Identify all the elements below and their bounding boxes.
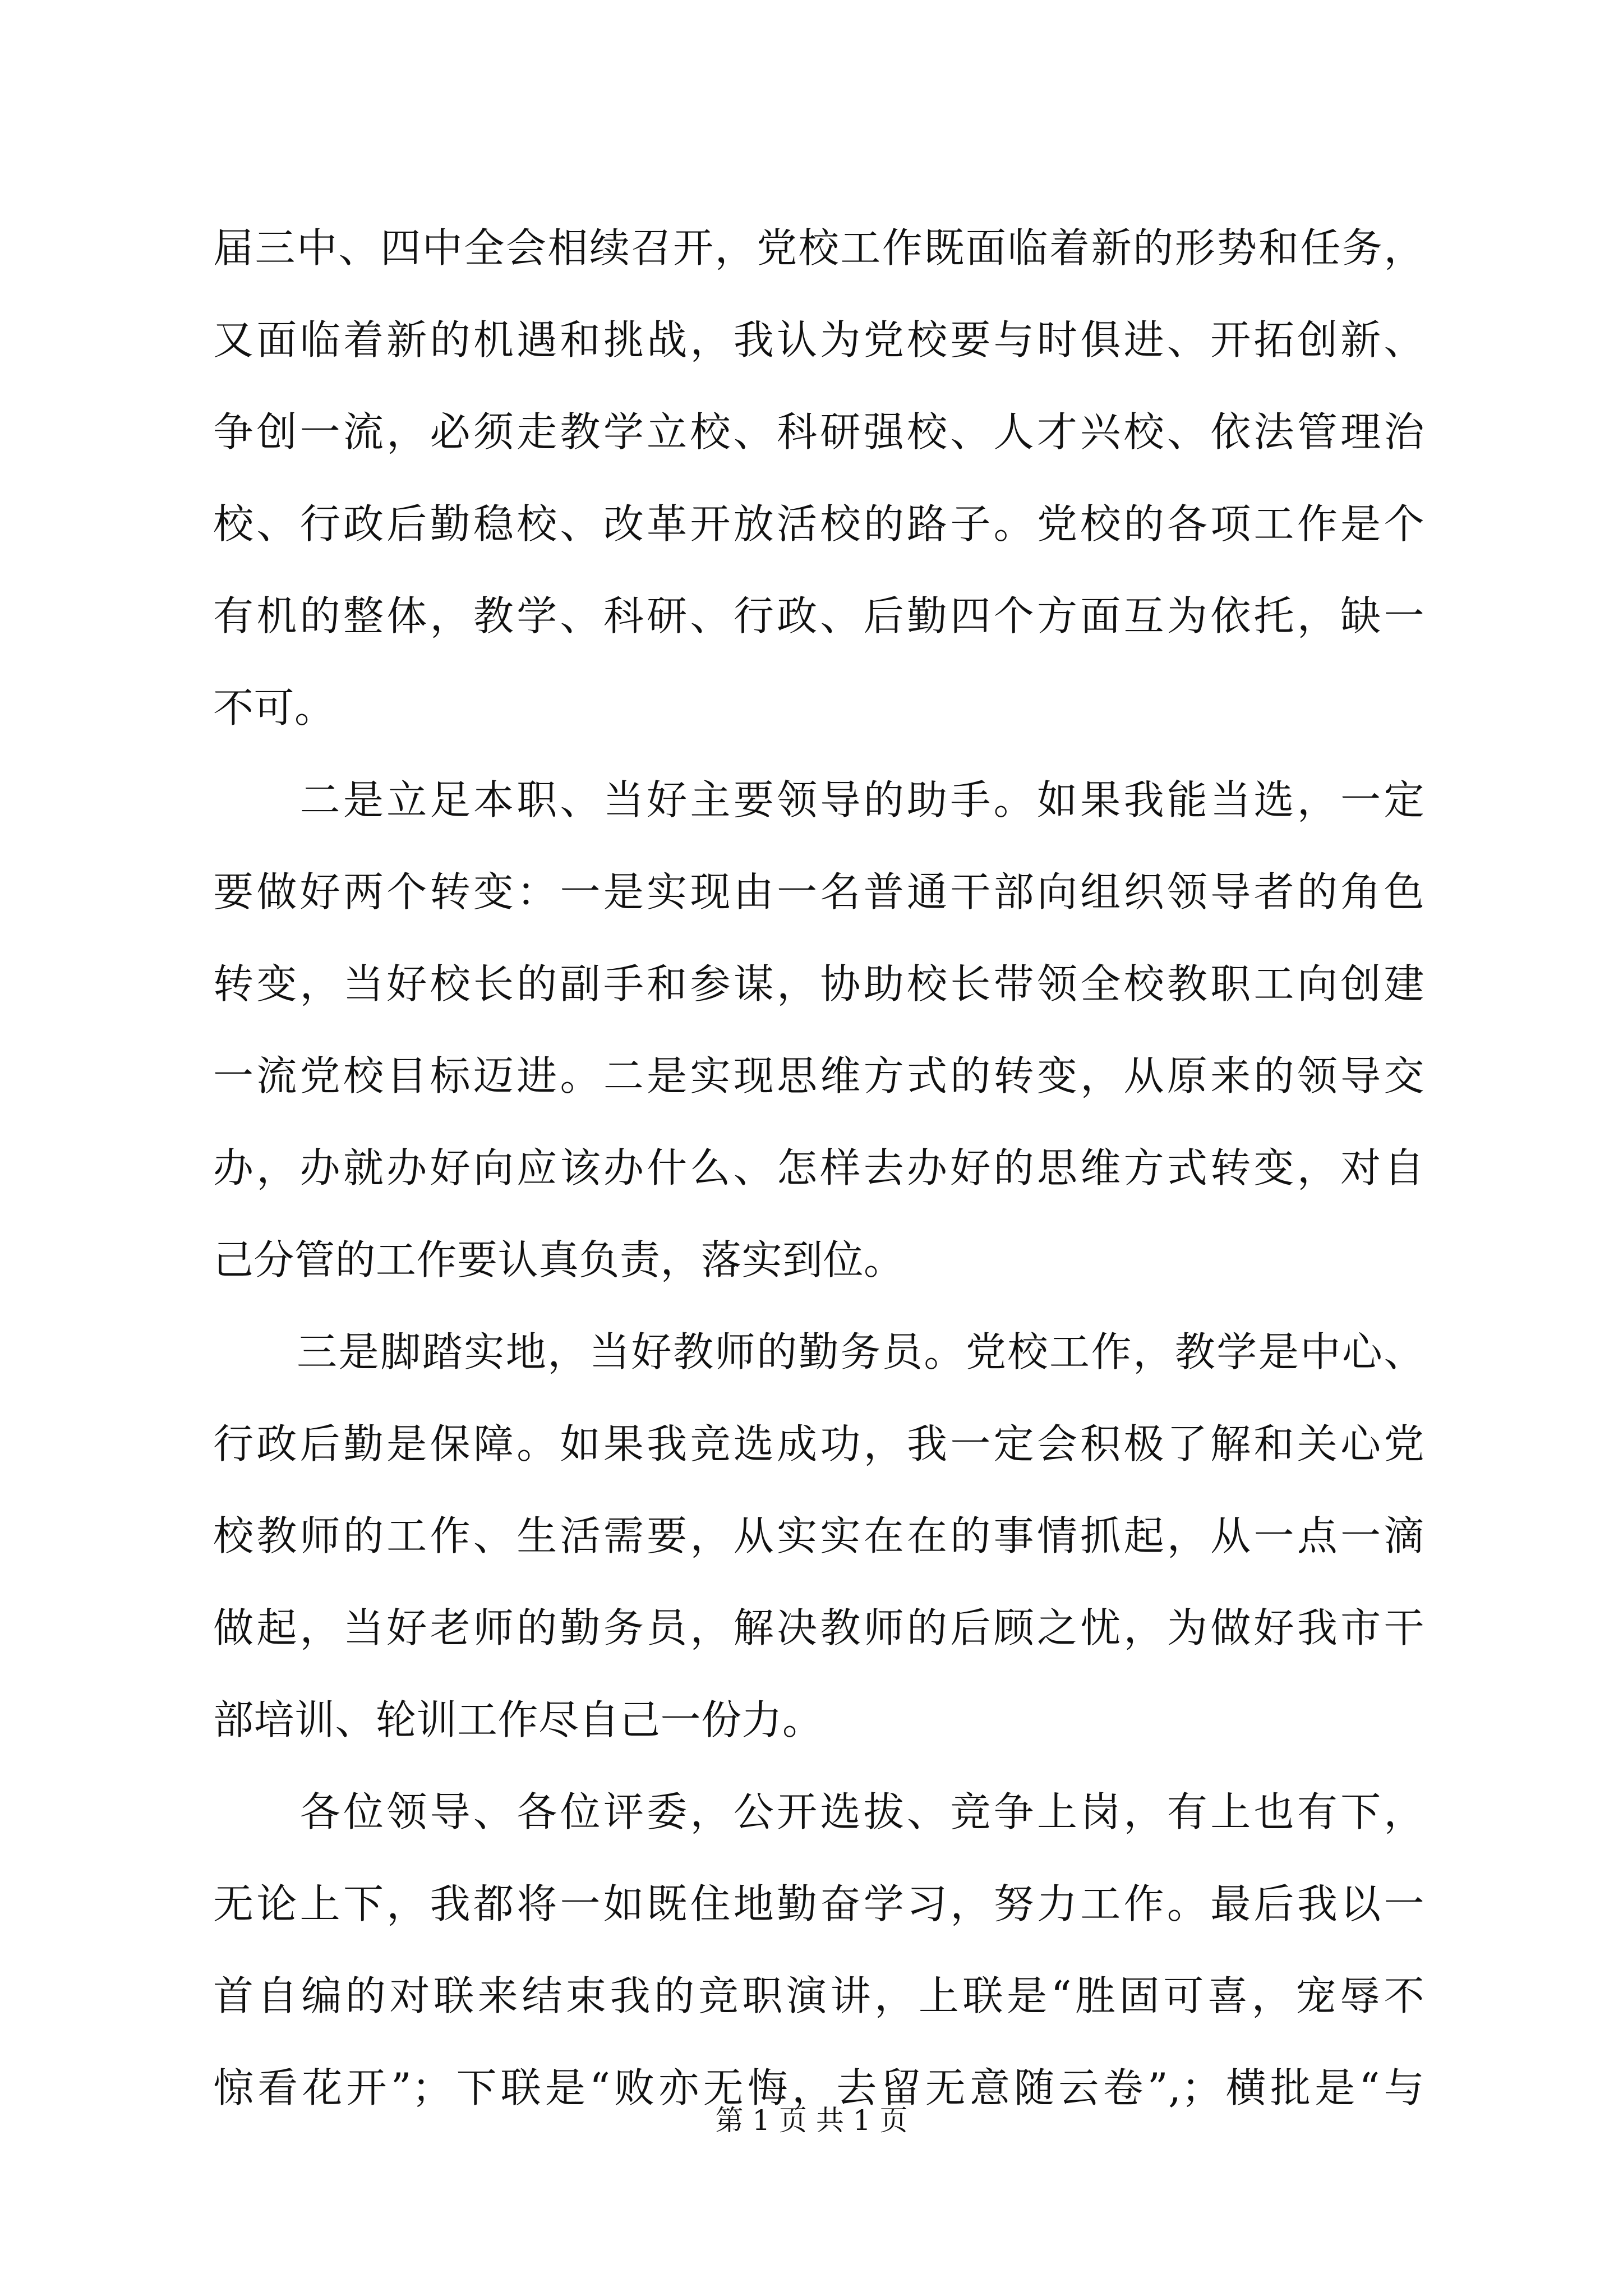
text-line: 有机的整体，教学、科研、行政、后勤四个方面互为依托，缺一 xyxy=(213,592,1424,639)
text-line: 做起，当好老师的勤务员，解决教师的后顾之忧，为做好我市干 xyxy=(213,1604,1424,1651)
text-line: 首自编的对联来结束我的竞职演讲，上联是“胜固可喜，宠辱不 xyxy=(213,1972,1424,2019)
text-line: 无论上下，我都将一如既住地勤奋学习，努力工作。最后我以一 xyxy=(213,1880,1424,1927)
text-line: 又面临着新的机遇和挑战，我认为党校要与时俱进、开拓创新、 xyxy=(213,316,1424,364)
text-line: 转变，当好校长的副手和参谋，协助校长带领全校教职工向创建 xyxy=(213,960,1424,1007)
page-number: 第 1 页 共 1 页 xyxy=(715,2104,908,2137)
text-line: 行政后勤是保障。如果我竞选成功，我一定会积极了解和关心党 xyxy=(213,1420,1424,1467)
page-footer xyxy=(0,2101,1623,2140)
text-line: 三是脚踏实地，当好教师的勤务员。党校工作，教学是中心、 xyxy=(213,1328,1424,1375)
text-line: 不可。 xyxy=(213,684,335,731)
text-line: 要做好两个转变：一是实现由一名普通干部向组织领导者的角色 xyxy=(213,868,1424,915)
text-line: 校、行政后勤稳校、改革开放活校的路子。党校的各项工作是个 xyxy=(213,500,1424,547)
text-line: 各位领导、各位评委，公开选拔、竞争上岗，有上也有下， xyxy=(213,1788,1424,1835)
document-body xyxy=(213,202,1424,2134)
text-line: 二是立足本职、当好主要领导的助手。如果我能当选，一定 xyxy=(213,776,1424,823)
text-line: 惊看花开”；下联是“败亦无悔，去留无意随云卷”,；横批是“与 xyxy=(213,2064,1424,2111)
text-line: 校教师的工作、生活需要，从实实在在的事情抓起，从一点一滴 xyxy=(213,1512,1424,1559)
text-line: 争创一流，必须走教学立校、科研强校、人才兴校、依法管理治 xyxy=(213,408,1424,455)
text-line: 一流党校目标迈进。二是实现思维方式的转变，从原来的领导交 xyxy=(213,1052,1424,1099)
text-line: 届三中、四中全会相续召开，党校工作既面临着新的形势和任务， xyxy=(213,224,1424,272)
text-line: 己分管的工作要认真负责，落实到位。 xyxy=(213,1236,905,1283)
text-line: 部培训、轮训工作尽自己一份力。 xyxy=(213,1696,823,1743)
text-line: 办，办就办好向应该办什么、怎样去办好的思维方式转变，对自 xyxy=(213,1144,1424,1191)
